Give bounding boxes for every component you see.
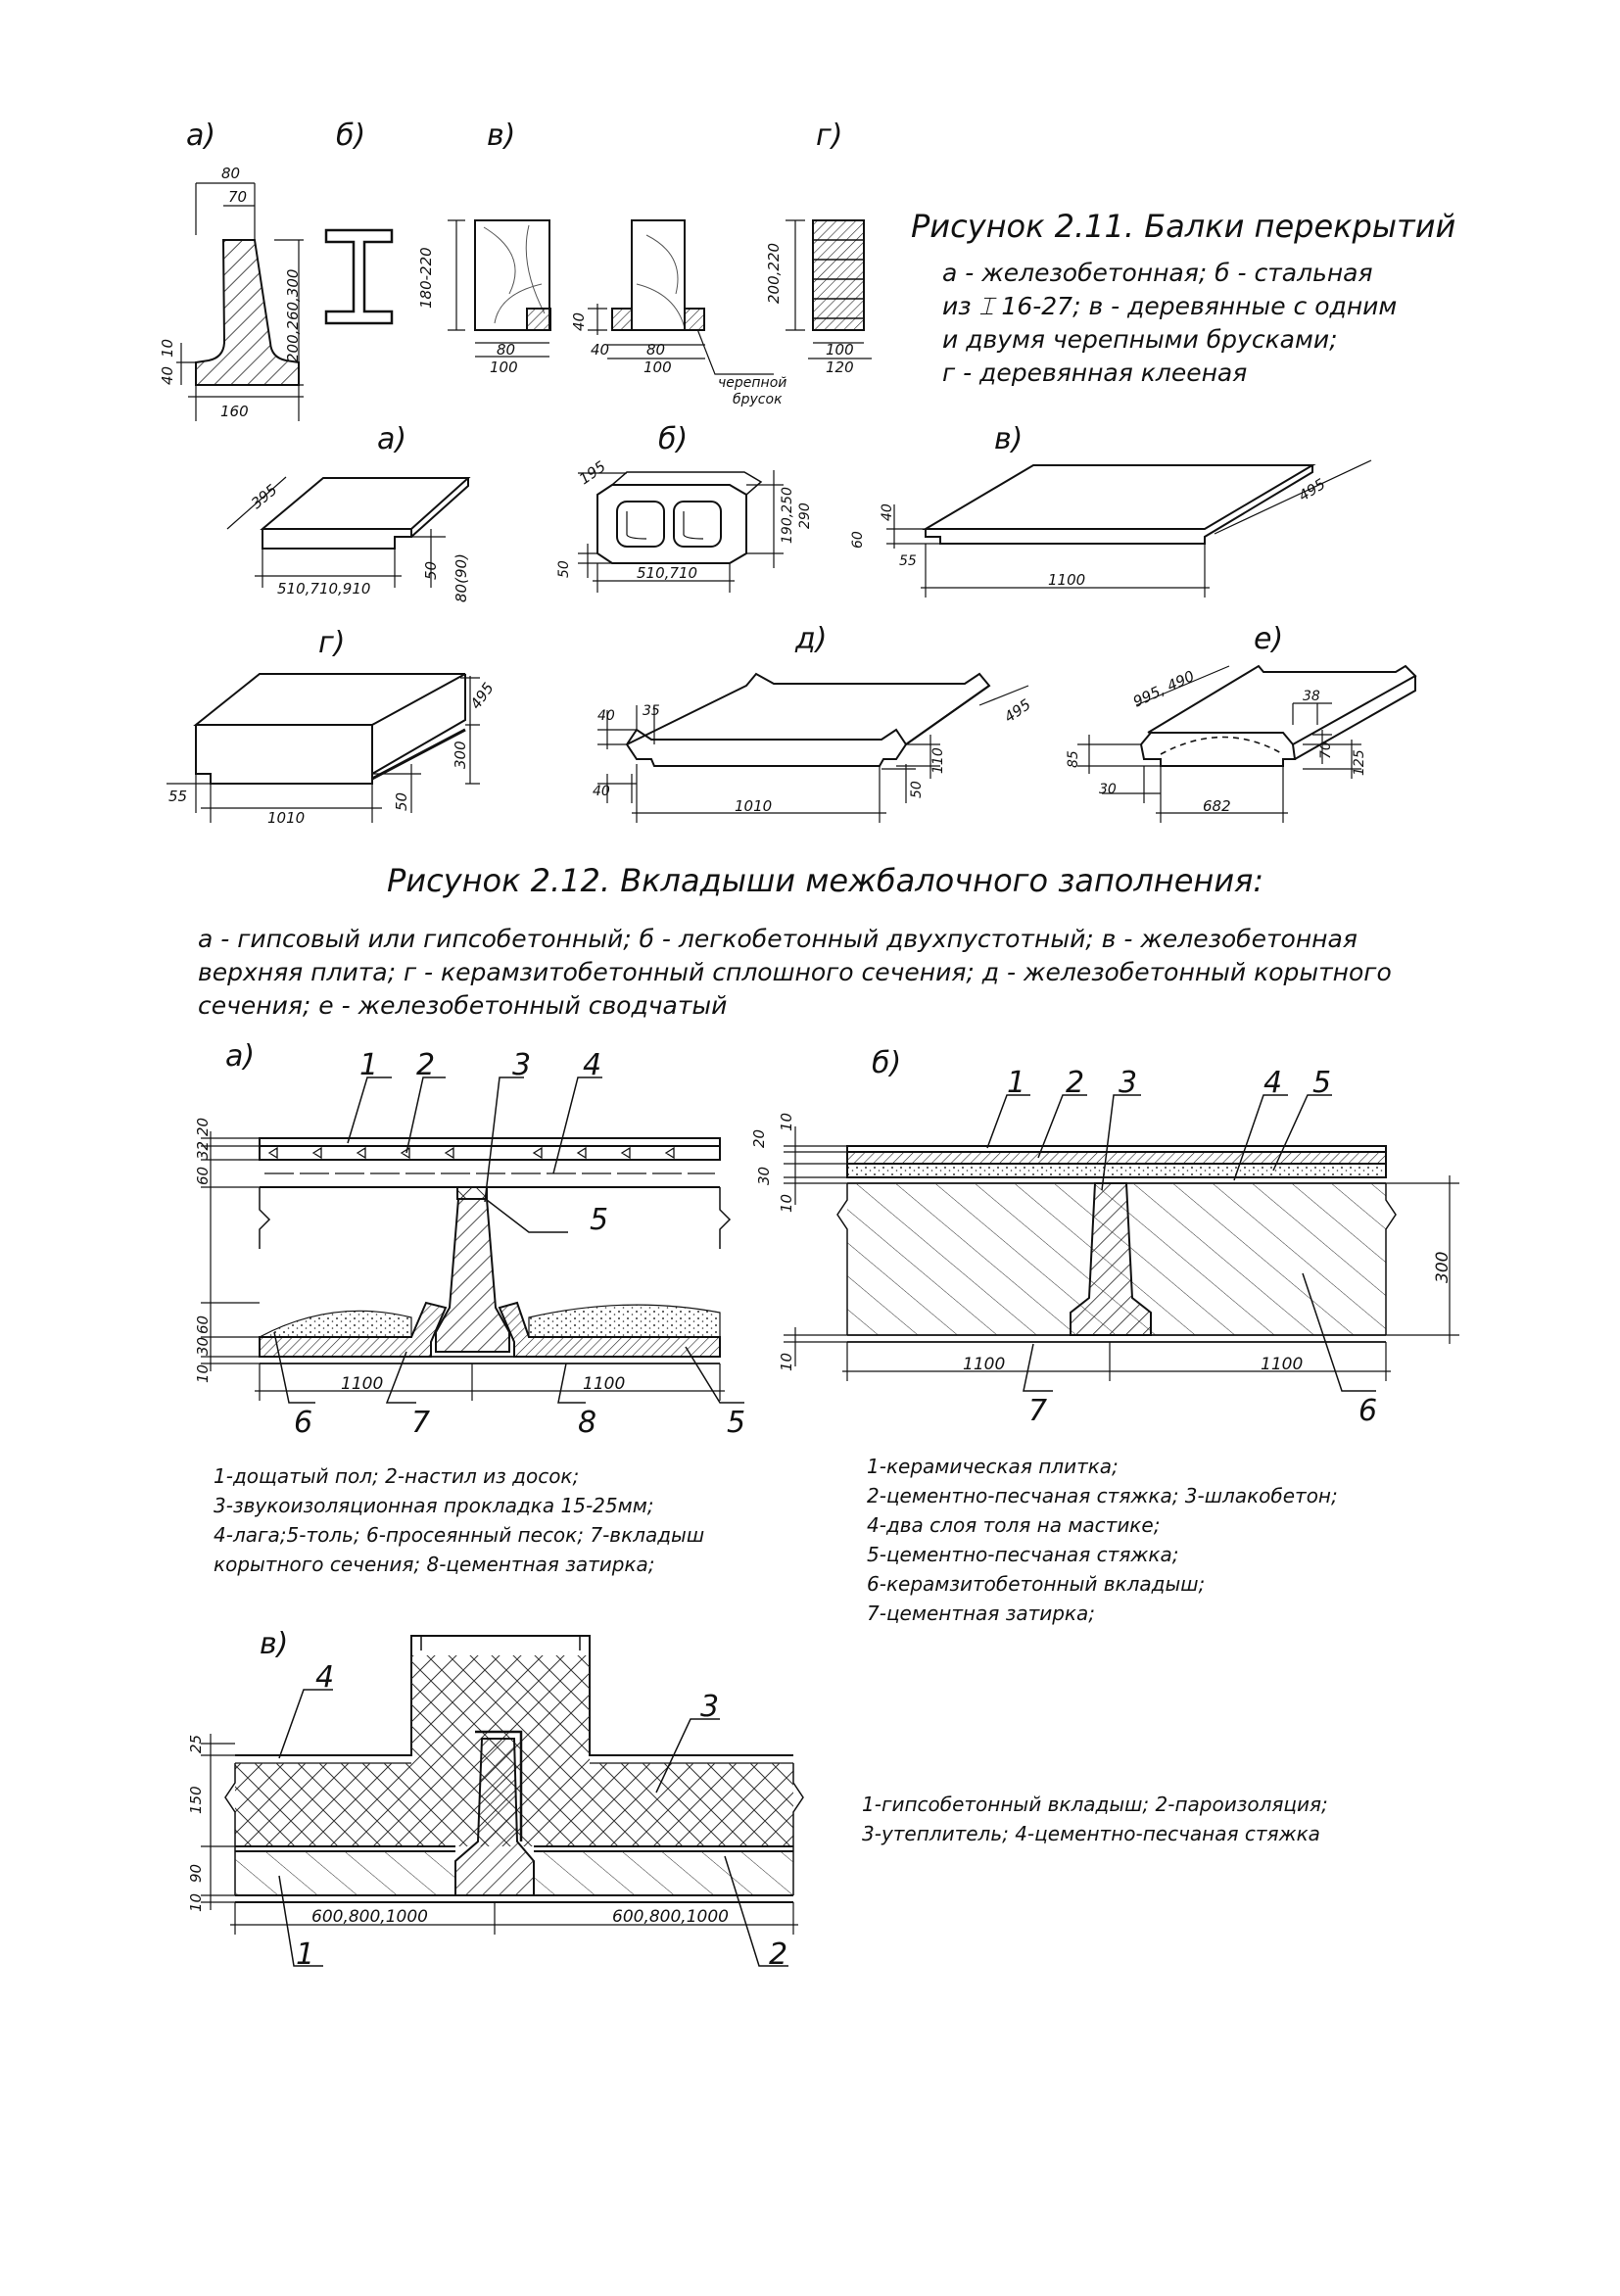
dim-sa-60b: 60 — [194, 1315, 212, 1334]
dim-sa-60: 60 — [194, 1166, 212, 1185]
fig211-description — [942, 257, 1397, 390]
section-b-legend — [867, 1452, 1338, 1628]
dim-insert-g-300: 300 — [452, 741, 469, 769]
section-v-letter: в) — [260, 1627, 289, 1661]
dim-insert-v-w: 1100 — [1048, 571, 1086, 589]
dim-sb-10b: 10 — [778, 1193, 795, 1213]
fig212-letter-b: б) — [658, 422, 689, 456]
callout-sa-6: 6 — [294, 1406, 313, 1440]
legend-line: 1-дощатый пол; 2-настил из досок; — [214, 1464, 580, 1488]
section-v-gypsum-insert-right — [534, 1851, 793, 1895]
dim-g-120: 120 — [826, 359, 854, 376]
fig211-letter-g: г) — [816, 119, 843, 153]
dim-insert-e-top: 995, 490 — [1130, 667, 1198, 711]
callout-sb-5: 5 — [1312, 1066, 1332, 1100]
section-v-legend — [862, 1790, 1328, 1848]
dim-insert-a-80: 80(90) — [453, 553, 470, 602]
dim-a-40: 40 — [159, 365, 176, 385]
dim-insert-d-40: 40 — [597, 708, 615, 724]
legend-line: 4-два слоя толя на мастике; — [867, 1513, 1161, 1537]
dim-insert-e-85: 85 — [1066, 750, 1081, 768]
fig211-desc-line: г - деревянная клееная — [942, 359, 1248, 387]
dim-sa-30: 30 — [194, 1336, 212, 1356]
callout-sb-1: 1 — [1007, 1066, 1026, 1100]
legend-line: 5-цементно-песчаная стяжка; — [867, 1543, 1179, 1566]
dim-insert-e-70: 70 — [1318, 741, 1334, 759]
fig212-inserts — [167, 422, 1415, 827]
section-b-letter: б) — [872, 1046, 902, 1080]
dim-insert-v-40: 40 — [880, 503, 895, 521]
dim-insert-b-195: 195 — [575, 457, 609, 489]
fig211-letter-b: б) — [336, 119, 366, 153]
fig212-letter-a: а) — [377, 422, 407, 456]
section-b-tile-floor — [750, 1046, 1459, 1428]
dim-g-h: 200,220 — [765, 242, 783, 304]
callout-sb-2: 2 — [1066, 1066, 1085, 1100]
legend-line: 1-гипсобетонный вкладыш; 2-пароизоляция; — [862, 1793, 1328, 1816]
callout-sv-4: 4 — [315, 1660, 335, 1695]
legend-line: 4-лага;5-толь; 6-просеянный песок; 7-вкладыш — [214, 1523, 705, 1547]
section-b-slag — [847, 1164, 1386, 1177]
dim-v2-40v: 40 — [570, 311, 588, 331]
dim-sv-w1: 600,800,1000 — [311, 1907, 428, 1927]
fig212-description — [198, 923, 1392, 1023]
dim-insert-d-50: 50 — [909, 781, 925, 798]
fig212-desc-line: сечения; е - железобетонный сводчатый — [198, 991, 728, 1020]
fig212-letter-e: е) — [1254, 622, 1284, 656]
fig211-desc-line: а - железобетонная; б - стальная — [942, 259, 1373, 287]
fig211-title: Рисунок 2.11. Балки перекрытий — [911, 208, 1456, 245]
legend-line: 3-утеплитель; 4-цементно-песчаная стяжка — [862, 1822, 1320, 1845]
dim-sb-w2: 1100 — [1261, 1355, 1304, 1374]
dim-v1-100: 100 — [490, 359, 518, 376]
dim-sb-20: 20 — [750, 1128, 768, 1148]
section-v-attic-floor — [187, 1627, 803, 1972]
dim-insert-b-w: 510,710 — [637, 564, 698, 582]
dim-sb-10: 10 — [778, 1112, 795, 1131]
dim-insert-a-w: 510,710,910 — [277, 580, 371, 598]
legend-line: 7-цементная затирка; — [867, 1602, 1096, 1625]
dim-sa-w1: 1100 — [341, 1374, 384, 1394]
section-v-gypsum-insert-left — [235, 1851, 455, 1895]
callout-sv-3: 3 — [700, 1690, 720, 1724]
legend-line: 1-керамическая плитка; — [867, 1455, 1119, 1478]
steel-i-beam — [326, 230, 392, 323]
section-a-sand-left — [260, 1311, 411, 1337]
callout-sa-1: 1 — [359, 1048, 379, 1082]
dim-sb-300: 300 — [1433, 1251, 1453, 1283]
fig211-desc-line: из ⌶ 16-27; в - деревянные с одним — [942, 292, 1398, 320]
note-cranial-bar-2: брусок — [733, 392, 783, 407]
callout-sb-7: 7 — [1028, 1394, 1048, 1428]
dim-sa-32: 32 — [194, 1140, 212, 1160]
dim-sv-w2: 600,800,1000 — [612, 1907, 729, 1927]
callout-sb-6: 6 — [1358, 1394, 1378, 1428]
dim-sb-10c: 10 — [778, 1352, 795, 1371]
dim-insert-e-30: 30 — [1099, 782, 1117, 797]
section-a-sand-right — [529, 1305, 720, 1337]
dim-insert-b-290: 290 — [797, 502, 813, 529]
dim-a-80: 80 — [221, 165, 241, 182]
dim-insert-g-50: 50 — [393, 791, 410, 811]
insert-d-trough — [627, 674, 989, 744]
callout-sa-7: 7 — [411, 1406, 431, 1440]
dim-insert-a-395: 395 — [248, 480, 281, 513]
callout-sb-4: 4 — [1263, 1066, 1283, 1100]
dim-insert-g-495: 495 — [466, 679, 498, 713]
fig212-letter-g: г) — [318, 626, 346, 660]
dim-insert-g-55: 55 — [168, 788, 188, 805]
dim-v2-40: 40 — [591, 341, 610, 359]
fig211-letter-a: а) — [186, 119, 216, 153]
section-a-letter: а) — [225, 1039, 256, 1074]
fig212-title: Рисунок 2.12. Вкладыши межбалочного заполнения: — [387, 862, 1264, 899]
note-cranial-bar-1: черепной — [718, 375, 787, 391]
dim-insert-d-w: 1010 — [735, 797, 773, 815]
dim-insert-e-w: 682 — [1203, 797, 1231, 815]
dim-insert-e-38: 38 — [1303, 689, 1320, 704]
insert-v-rc-plate — [926, 465, 1312, 529]
dim-insert-d-110: 110 — [930, 747, 946, 774]
dim-a-10: 10 — [159, 338, 176, 358]
dim-insert-b-h: 190,250 — [780, 487, 795, 544]
dim-insert-g-w: 1010 — [267, 809, 306, 827]
callout-sa-2: 2 — [416, 1048, 436, 1082]
dim-insert-d-40b: 40 — [593, 784, 610, 799]
legend-line: корытного сечения; 8-цементная затирка; — [214, 1553, 655, 1576]
dim-v2-80: 80 — [646, 341, 666, 359]
dim-sv-150: 150 — [187, 1786, 205, 1814]
dim-insert-v-495: 495 — [1295, 474, 1329, 505]
section-a-rc-beam — [436, 1199, 509, 1352]
section-b-screed — [847, 1152, 1386, 1164]
dim-insert-d-495: 495 — [1000, 695, 1034, 727]
dim-sv-90: 90 — [187, 1863, 205, 1883]
dim-v1-h: 180-220 — [417, 247, 435, 309]
fig212-desc-line: а - гипсовый или гипсобетонный; б - легкобетонный двухпустотный; в - железобетонная — [198, 925, 1358, 953]
dim-a-height: 200,260,300 — [284, 268, 302, 362]
legend-line: 3-звукоизоляционная прокладка 15-25мм; — [214, 1494, 654, 1517]
legend-line: 2-цементно-песчаная стяжка; 3-шлакобетон; — [867, 1484, 1338, 1507]
callout-sv-2: 2 — [769, 1937, 788, 1972]
dim-sa-10: 10 — [194, 1363, 212, 1383]
section-a-legend — [214, 1461, 704, 1579]
callout-sa-5: 5 — [590, 1203, 609, 1237]
dim-v1-80: 80 — [497, 341, 516, 359]
dim-sb-w1: 1100 — [963, 1355, 1006, 1374]
dim-sb-30: 30 — [755, 1166, 773, 1185]
glued-beam — [813, 220, 864, 330]
dim-a-160: 160 — [220, 403, 249, 420]
insert-g-solid — [196, 674, 465, 725]
fig212-desc-line: верхняя плита; г - керамзитобетонный сплошного сечения; д - железобетонный корытного — [198, 958, 1392, 986]
fig212-letter-d: д) — [795, 622, 828, 656]
dim-a-70: 70 — [228, 188, 248, 206]
dim-insert-b-50: 50 — [556, 560, 572, 578]
section-a-sound-pad — [457, 1187, 487, 1199]
dim-sa-20: 20 — [194, 1117, 212, 1136]
callout-sb-3: 3 — [1119, 1066, 1138, 1100]
dim-insert-v-60: 60 — [850, 531, 866, 549]
dim-insert-e-125: 125 — [1352, 749, 1367, 776]
insert-b-hollow — [597, 485, 746, 563]
fig211-letter-v: в) — [487, 119, 516, 153]
callout-sv-1: 1 — [296, 1937, 315, 1972]
insert-a-gypsum — [262, 478, 468, 529]
dim-sa-w2: 1100 — [583, 1374, 626, 1394]
legend-line: 6-керамзитобетонный вкладыш; — [867, 1572, 1206, 1596]
section-a-wood-floor — [194, 1039, 745, 1440]
callout-sa-4: 4 — [583, 1048, 602, 1082]
dim-g-100: 100 — [826, 341, 854, 359]
fig211-beams — [159, 119, 872, 421]
dim-insert-a-50: 50 — [422, 560, 440, 580]
dim-insert-v-55: 55 — [899, 553, 917, 569]
section-a-floorboard — [260, 1138, 720, 1146]
dim-v2-100: 100 — [643, 359, 672, 376]
callout-sa-5b: 5 — [727, 1406, 746, 1440]
fig212-letter-v: в) — [994, 422, 1024, 456]
dim-sv-25: 25 — [187, 1734, 205, 1753]
fig211-desc-line: и двумя черепными брусками; — [942, 325, 1338, 354]
wood-beam-two-bars — [632, 220, 685, 330]
dim-insert-d-35: 35 — [643, 703, 660, 719]
callout-sa-8: 8 — [578, 1406, 597, 1440]
dim-sv-10: 10 — [187, 1892, 205, 1912]
callout-sa-3: 3 — [512, 1048, 532, 1082]
